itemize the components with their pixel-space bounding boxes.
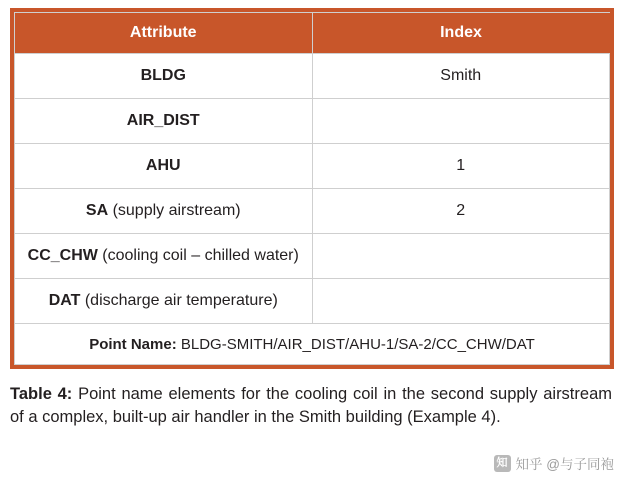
watermark-text: 知乎 @与子同袍 [515, 457, 614, 472]
table-row [15, 99, 610, 144]
point-name-cell [15, 324, 610, 365]
index-cell [312, 234, 610, 279]
table-row [15, 189, 610, 234]
attribute-code: AIR_DIST [126, 112, 200, 129]
table-header-row [15, 13, 610, 54]
zhihu-logo-icon: 知 [494, 455, 511, 472]
table-caption [10, 383, 614, 430]
attribute-code: SA [85, 202, 109, 219]
point-name-table [10, 8, 614, 369]
attribute-code: AHU [145, 157, 181, 174]
attribute-cell [15, 54, 313, 99]
column-header-index: Index [312, 13, 610, 54]
table-row [15, 234, 610, 279]
table-row [15, 54, 610, 99]
attribute-cell [15, 99, 313, 144]
attribute-code: BLDG [140, 67, 186, 84]
attribute-description: (discharge air temperature) [80, 292, 278, 309]
attribute-cell [15, 234, 313, 279]
column-header-attribute: Attribute [15, 13, 313, 54]
watermark [494, 453, 614, 473]
attribute-cell [15, 144, 313, 189]
caption-text: Point name elements for the cooling coil in the second supply airstream of a complex, built-up air handler in the Smith building (Example 4). [10, 385, 612, 427]
attribute-code: CC_CHW [27, 247, 98, 264]
attribute-code: DAT [48, 292, 81, 309]
table-row [15, 144, 610, 189]
caption-label: Table 4: [10, 385, 73, 403]
table-body [15, 54, 610, 365]
index-cell: 1 [312, 144, 610, 189]
point-name-label: Point Name: [89, 335, 177, 353]
index-cell [312, 279, 610, 324]
index-cell: Smith [312, 54, 610, 99]
table-row [15, 279, 610, 324]
attribute-description: (cooling coil – chilled water) [97, 247, 299, 264]
attribute-description: (supply airstream) [108, 202, 241, 219]
attribute-cell [15, 189, 313, 234]
attribute-cell [15, 279, 313, 324]
point-name-row [15, 324, 610, 365]
point-name-value: BLDG-SMITH/AIR_DIST/AHU-1/SA-2/CC_CHW/DAT [176, 335, 535, 353]
index-cell: 2 [312, 189, 610, 234]
index-cell [312, 99, 610, 144]
